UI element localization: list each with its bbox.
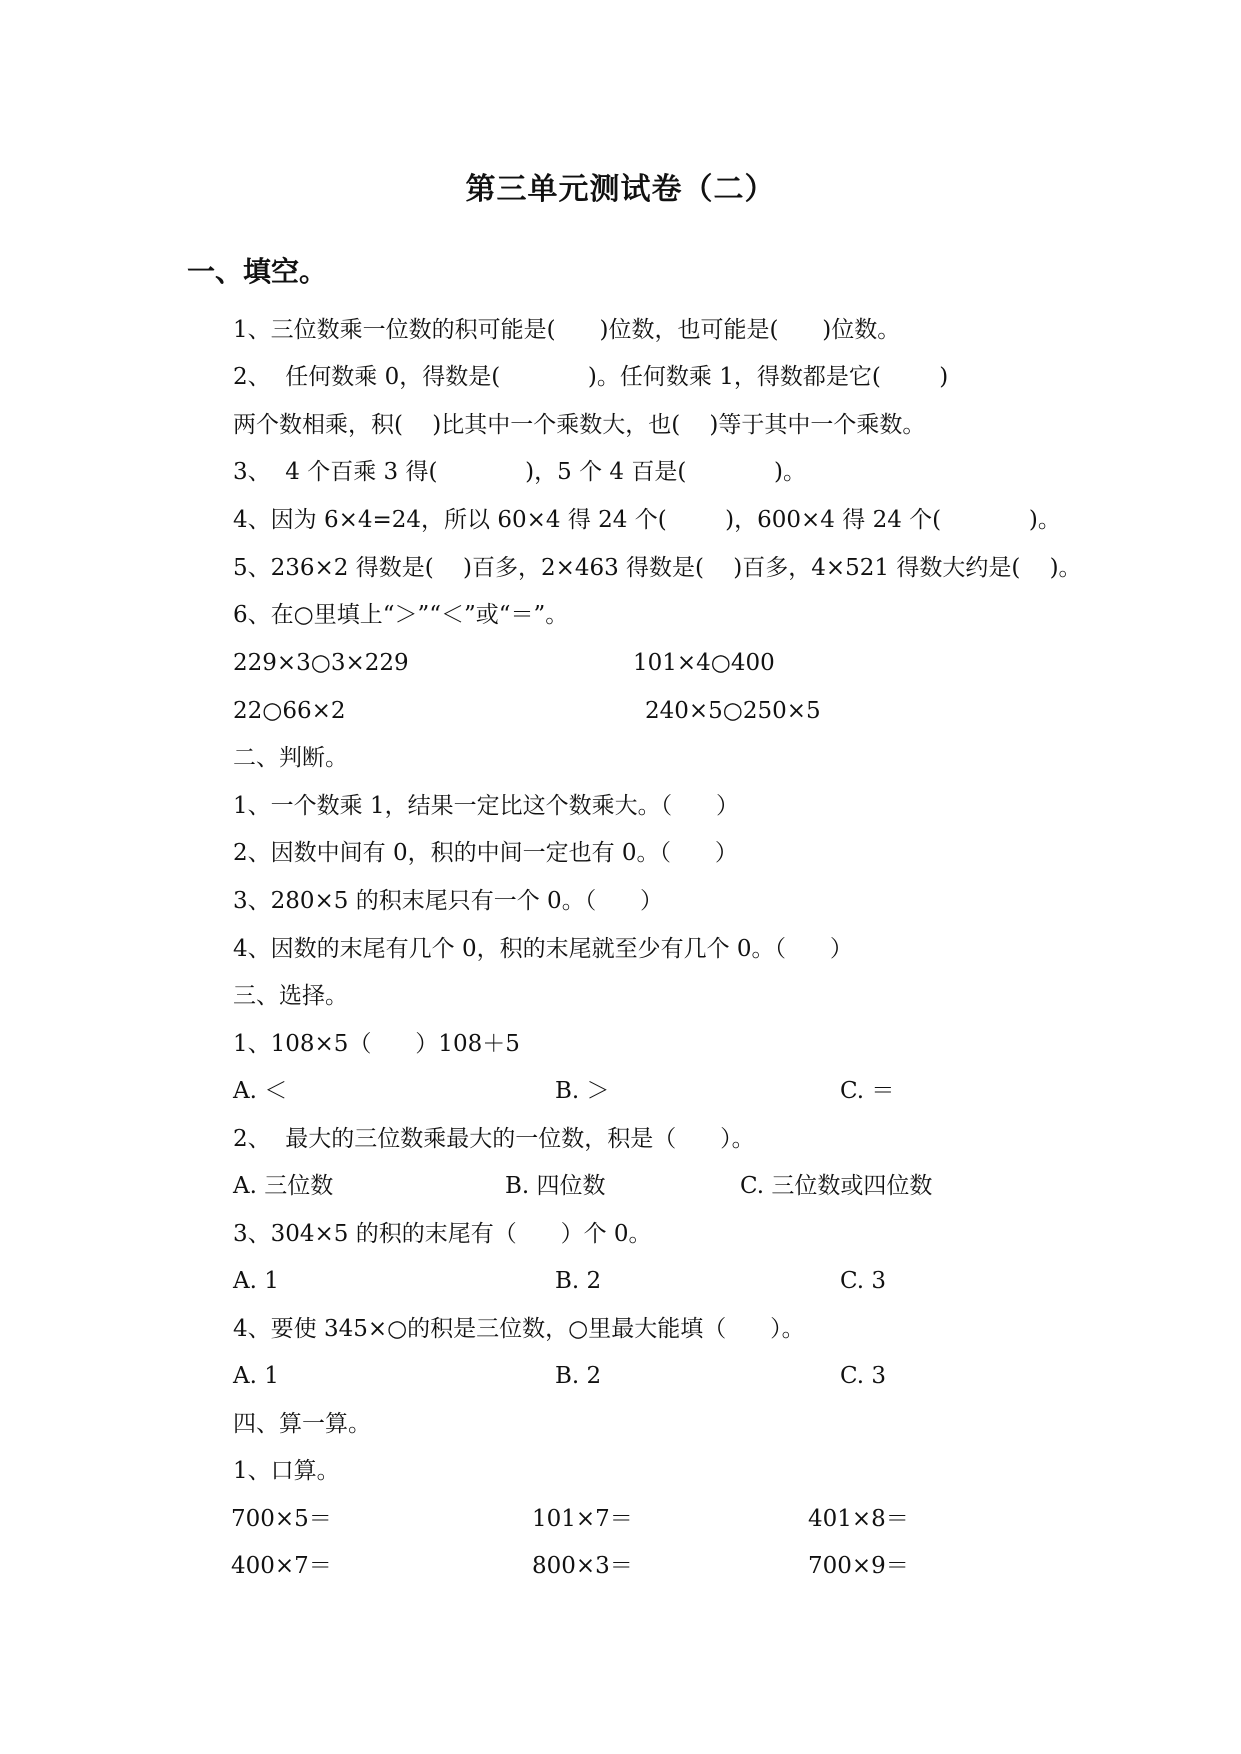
section-choice-heading: 三、选择。 <box>233 983 348 1009</box>
calc-sub-heading: 1、口算。 <box>233 1458 340 1484</box>
compare-item: 101×4○400 <box>633 650 775 676</box>
mental-calc-item: 400×7＝ <box>231 1553 332 1579</box>
compare-item: 229×3○3×229 <box>233 650 409 676</box>
fill-question-2b: 两个数相乘，积( )比其中一个乘数大，也( )等于其中一个乘数。 <box>233 412 926 438</box>
section-calc-heading: 四、算一算。 <box>233 1411 371 1437</box>
mental-calc-item: 700×9＝ <box>808 1553 909 1579</box>
choice-option: A. 三位数 <box>233 1173 334 1199</box>
compare-item: 240×5○250×5 <box>645 698 821 724</box>
choice-option: C. ＝ <box>840 1078 895 1104</box>
choice-option: C. 三位数或四位数 <box>740 1173 933 1199</box>
mental-calc-item: 700×5＝ <box>231 1506 332 1532</box>
fill-question-4: 4、因为 6×4=24，所以 60×4 得 24 个( )，600×4 得 24 个( )。 <box>233 507 1061 533</box>
choice-option: C. 3 <box>840 1363 887 1389</box>
mental-calc-item: 800×3＝ <box>532 1553 633 1579</box>
judge-item: 4、因数的末尾有几个 0，积的末尾就至少有几个 0。（ ） <box>233 936 853 962</box>
judge-item: 1、一个数乘 1，结果一定比这个数乘大。（ ） <box>233 793 739 819</box>
choice-option: B. 四位数 <box>505 1173 606 1199</box>
fill-question-6: 6、在○里填上“＞”“＜”或“＝”。 <box>233 602 569 628</box>
fill-question-2a: 2、 任何数乘 0，得数是( )。任何数乘 1，得数都是它( ) <box>233 364 949 390</box>
section-fill-blank-heading: 一、填空。 <box>187 255 328 288</box>
choice-option: B. 2 <box>555 1363 602 1389</box>
page-title: 第三单元测试卷（二） <box>465 172 776 207</box>
compare-item: 22○66×2 <box>233 698 346 724</box>
section-judge-heading: 二、判断。 <box>233 745 348 771</box>
choice-option: A. ＜ <box>233 1078 288 1104</box>
choice-question: 1、108×5（ ）108＋5 <box>233 1031 520 1057</box>
choice-option: A. 1 <box>233 1268 279 1294</box>
choice-option: A. 1 <box>233 1363 279 1389</box>
mental-calc-item: 101×7＝ <box>532 1506 633 1532</box>
judge-item: 2、因数中间有 0，积的中间一定也有 0。（ ） <box>233 840 738 866</box>
fill-question-1: 1、三位数乘一位数的积可能是( )位数，也可能是( )位数。 <box>233 317 901 343</box>
judge-item: 3、280×5 的积末尾只有一个 0。（ ） <box>233 888 664 914</box>
fill-question-3: 3、 4 个百乘 3 得( )，5 个 4 百是( )。 <box>233 459 807 485</box>
choice-option: C. 3 <box>840 1268 887 1294</box>
choice-question: 2、 最大的三位数乘最大的一位数，积是（ ）。 <box>233 1126 755 1152</box>
choice-option: B. ＞ <box>555 1078 610 1104</box>
choice-option: B. 2 <box>555 1268 602 1294</box>
mental-calc-item: 401×8＝ <box>808 1506 909 1532</box>
fill-question-5: 5、236×2 得数是( )百多，2×463 得数是( )百多，4×521 得数大约是( )。 <box>233 555 1082 581</box>
choice-question: 3、304×5 的积的末尾有（ ）个 0。 <box>233 1221 652 1247</box>
choice-question: 4、要使 345×○的积是三位数，○里最大能填（ ）。 <box>233 1316 805 1342</box>
